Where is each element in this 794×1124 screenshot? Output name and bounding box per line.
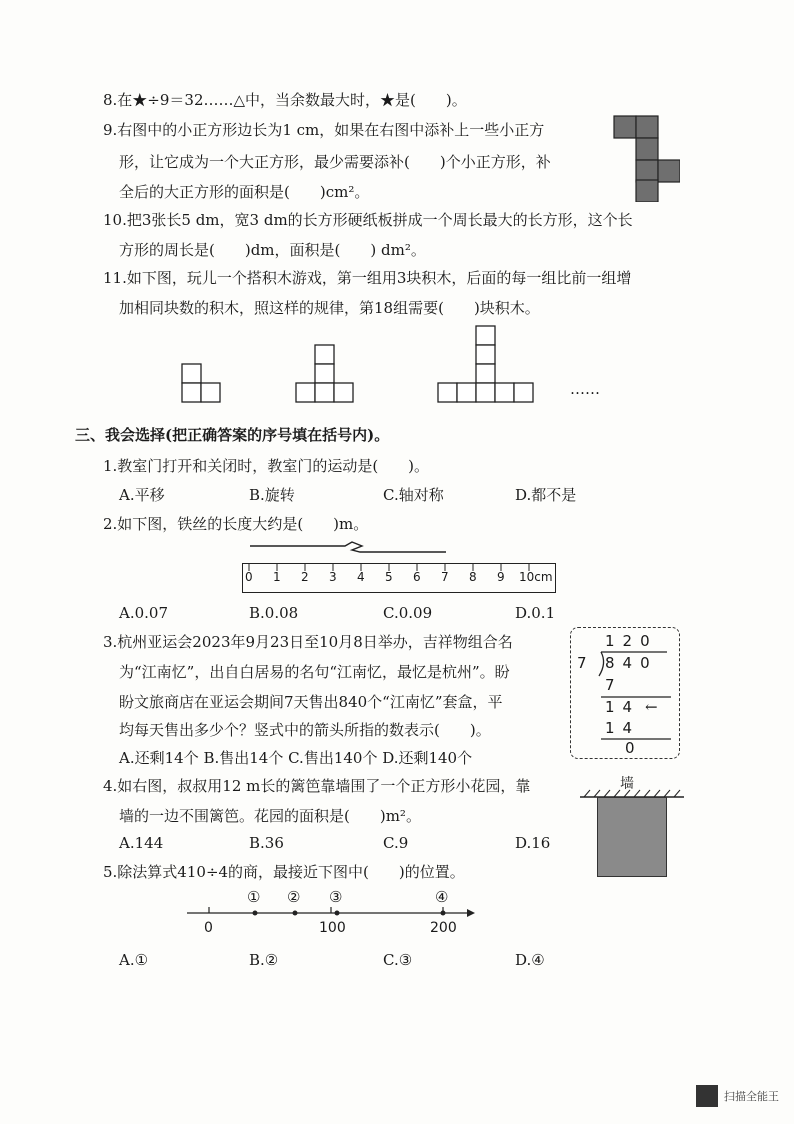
division-step-3: 14: [605, 719, 641, 737]
long-division-box: [570, 627, 680, 759]
ruler-label-4: 4: [357, 570, 365, 584]
number-line-mark-2: ②: [287, 888, 301, 906]
ruler-label-8: 8: [469, 570, 477, 584]
ruler-ticks: [243, 564, 555, 592]
choice-2-option-c: C.0.09: [383, 604, 433, 622]
ruler: [242, 563, 556, 593]
ruler-label-7: 7: [441, 570, 449, 584]
fig-square-1: [614, 116, 636, 138]
scanner-watermark: 扫描全能王: [724, 1090, 779, 1103]
choice-5-option-a: A.①: [119, 951, 149, 969]
division-dividend: 840: [605, 654, 658, 672]
qr-code-icon: [696, 1085, 718, 1107]
fig-square-2: [636, 116, 658, 138]
choice-3-line-1: 3.杭州亚运会2023年9月23日至10月8日举办，吉祥物组合名: [103, 633, 513, 651]
question-9-line-1: 9.右图中的小正方形边长为1 cm，如果在右图中添补上一些小正方: [103, 121, 545, 139]
number-line-mark-4: ④: [435, 888, 449, 906]
ruler-label-3: 3: [329, 570, 337, 584]
division-arrow: ←: [645, 698, 658, 716]
choice-2-option-a: A.0.07: [119, 604, 168, 622]
choice-5-stem: 5.除法算式410÷4的商，最接近下图中( )的位置。: [103, 863, 465, 881]
division-divisor: 7: [577, 654, 595, 672]
number-line-tick-0: 0: [204, 920, 213, 936]
garden-square: [597, 797, 667, 877]
choice-1-option-b: B.旋转: [249, 486, 295, 504]
question-9-line-2: 形，让它成为一个大正方形，最少需要添补( )个小正方形，补: [119, 153, 551, 171]
square-figure: [610, 112, 680, 202]
ruler-label-1: 1: [273, 570, 281, 584]
question-8: 8.在★÷9＝32……△中，当余数最大时，★是( )。: [103, 91, 467, 109]
question-9-line-3: 全后的大正方形的面积是( )cm²。: [119, 183, 370, 201]
fig-square-6: [636, 180, 658, 202]
ruler-label-0: 0: [245, 570, 253, 584]
choice-2-option-b: B.0.08: [249, 604, 299, 622]
number-line-tick-200: 200: [430, 920, 457, 936]
choice-4-option-b: B.36: [249, 834, 284, 852]
division-quotient: 120: [605, 632, 658, 650]
ruler-label-5: 5: [385, 570, 393, 584]
wall-label: 墙: [620, 776, 634, 792]
choice-3-line-2: 为“江南忆”，出自白居易的名句“江南忆，最忆是杭州”。盼: [119, 663, 510, 681]
division-step-2: 14: [605, 698, 641, 716]
fig-square-3: [636, 138, 658, 160]
choice-5-option-d: D.④: [515, 951, 545, 969]
blocks-ellipsis: ……: [570, 380, 600, 398]
question-10-line-1: 10.把3张长5 dm，宽3 dm的长方形硬纸板拼成一个周长最大的长方形，这个长: [103, 211, 633, 229]
choice-4-option-a: A.144: [119, 834, 164, 852]
ruler-label-6: 6: [413, 570, 421, 584]
division-step-1: 7: [605, 676, 623, 694]
fig-square-5: [658, 160, 680, 182]
choice-1-option-c: C.轴对称: [383, 486, 444, 504]
choice-4-option-c: C.9: [383, 834, 409, 852]
section-3-title: 三、我会选择(把正确答案的序号填在括号内)。: [75, 426, 390, 444]
choice-4-line-1: 4.如右图，叔叔用12 m长的篱笆靠墙围了一个正方形小花园，靠: [103, 777, 531, 795]
ruler-label-2: 2: [301, 570, 309, 584]
choice-4-option-d: D.16: [515, 834, 551, 852]
choice-1-option-a: A.平移: [119, 486, 165, 504]
fig-square-4: [636, 160, 658, 182]
choice-1-option-d: D.都不是: [515, 486, 577, 504]
choice-5-option-b: B.②: [249, 951, 279, 969]
question-10-line-2: 方形的周长是( )dm，面积是( ) dm²。: [119, 241, 426, 259]
choice-2-stem: 2.如下图，铁丝的长度大约是( )m。: [103, 515, 369, 533]
choice-2-option-d: D.0.1: [515, 604, 556, 622]
question-11-line-2: 加相同块数的积木，照这样的规律，第18组需要( )块积木。: [119, 299, 540, 317]
choice-3-line-3: 盼文旅商店在亚运会期间7天售出840个“江南忆”套盒，平: [119, 693, 503, 711]
number-line-tick-100: 100: [319, 920, 346, 936]
choice-5-option-c: C.③: [383, 951, 413, 969]
wire-figure: [250, 538, 450, 558]
choice-3-line-4: 均每天售出多少个？竖式中的箭头所指的数表示( )。: [119, 721, 491, 739]
choice-3-options: A.还剩14个 B.售出14个 C.售出140个 D.还剩140个: [119, 749, 473, 767]
choice-4-line-2: 墙的一边不围篱笆。花园的面积是( )m²。: [119, 807, 421, 825]
choice-1-stem: 1.教室门打开和关闭时，教室门的运动是( )。: [103, 457, 430, 475]
number-line-mark-1: ①: [247, 888, 261, 906]
question-11-line-1: 11.如下图，玩儿一个搭积木游戏，第一组用3块积木，后面的每一组比前一组增: [103, 269, 632, 287]
ruler-label-10cm: 10cm: [519, 570, 553, 584]
division-remainder: 0: [625, 739, 643, 757]
number-line-mark-3: ③: [329, 888, 343, 906]
ruler-label-9: 9: [497, 570, 505, 584]
block-groups-figure: [170, 322, 570, 410]
